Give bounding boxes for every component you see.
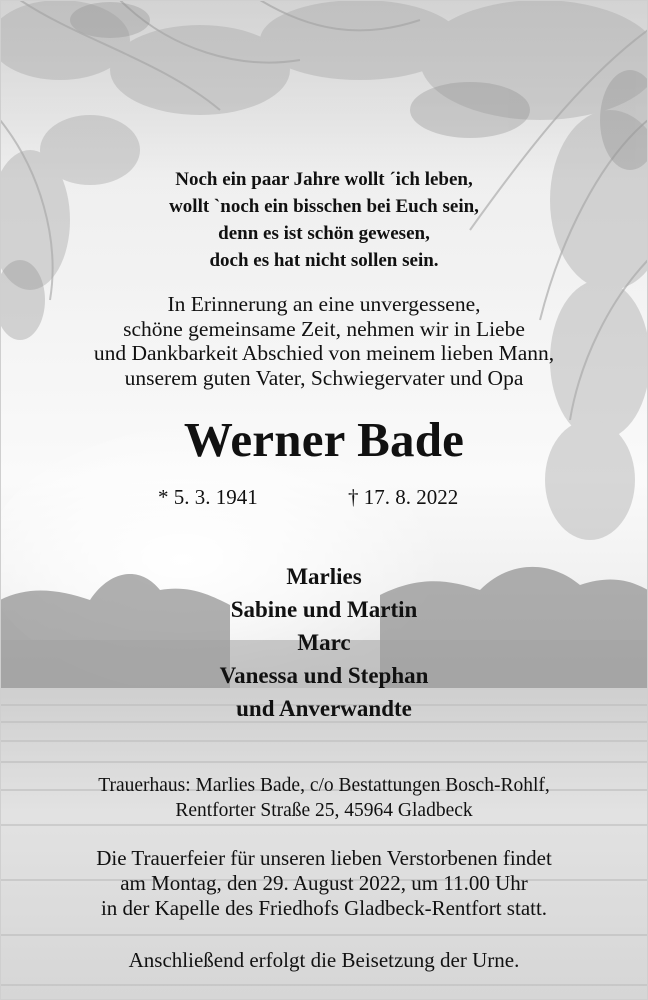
poem-line: Noch ein paar Jahre wollt ´ich leben, bbox=[175, 169, 473, 190]
mourner: Marlies bbox=[286, 564, 362, 589]
mourner: Sabine und Martin bbox=[230, 597, 418, 622]
mourner: und Anverwandte bbox=[236, 696, 412, 721]
mourner: Vanessa und Stephan bbox=[219, 663, 429, 688]
intro-text bbox=[0, 292, 648, 390]
mourners-list bbox=[0, 560, 648, 725]
mourner: Marc bbox=[297, 630, 351, 655]
intro-line: und Dankbarkeit Abschied von meinem lieben Mann, bbox=[93, 341, 555, 365]
intro-line: unserem guten Vater, Schwiegervater und Opa bbox=[124, 365, 524, 390]
burial-note: Anschließend erfolgt die Beisetzung der Urne. bbox=[128, 948, 520, 972]
address-line: Trauerhaus: Marlies Bade, c/o Bestattungen Bosch-Rohlf, bbox=[98, 775, 550, 796]
intro-line: schöne gemeinsame Zeit, nehmen wir in Liebe bbox=[123, 316, 525, 341]
death-date: † 17. 8. 2022 bbox=[348, 485, 459, 509]
funeral-line: am Montag, den 29. August 2022, um 11.00 Uhr bbox=[120, 871, 528, 895]
poem-line: wollt `noch ein bisschen bei Euch sein, bbox=[169, 196, 479, 217]
funeral-info bbox=[0, 846, 648, 921]
poem bbox=[0, 166, 648, 274]
poem-line: doch es hat nicht sollen sein. bbox=[209, 250, 439, 271]
birth-date: * 5. 3. 1941 bbox=[158, 485, 258, 509]
deceased-name: Werner Bade bbox=[183, 412, 465, 467]
mourning-house-address bbox=[0, 773, 648, 823]
address-line: Rentforter Straße 25, 45964 Gladbeck bbox=[175, 800, 473, 821]
funeral-line: in der Kapelle des Friedhofs Gladbeck-Rentfort statt. bbox=[100, 896, 548, 920]
funeral-line: Die Trauerfeier für unseren lieben Verstorbenen findet bbox=[96, 846, 552, 870]
intro-line: In Erinnerung an eine unvergessene, bbox=[167, 292, 481, 316]
poem-line: denn es ist schön gewesen, bbox=[218, 223, 430, 244]
life-dates bbox=[0, 484, 648, 510]
